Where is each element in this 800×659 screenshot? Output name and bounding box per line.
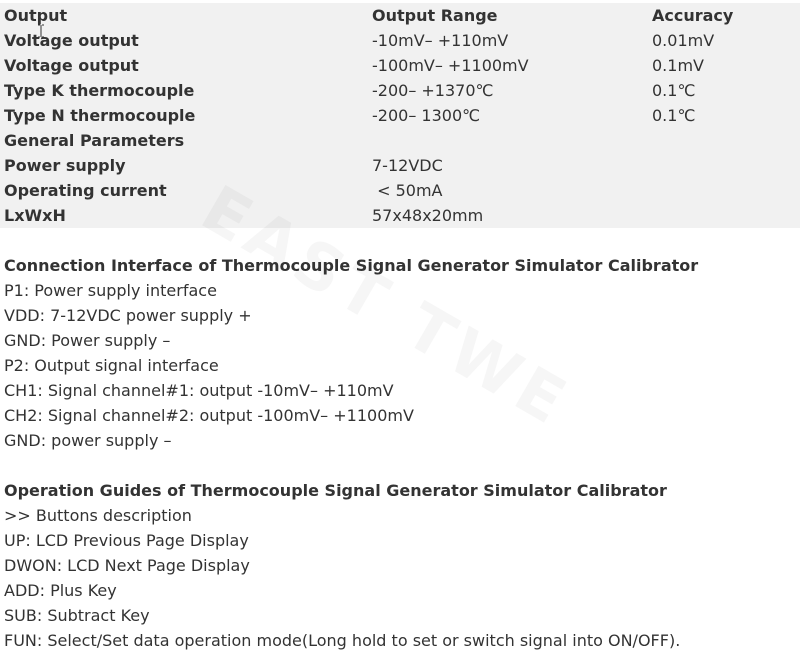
table-row — [0, 153, 800, 178]
table-row — [0, 128, 800, 153]
row-range: -10mV– +110mV — [372, 31, 509, 50]
row-value: 57x48x20mm — [372, 206, 484, 225]
row-accuracy: 0.1℃ — [652, 106, 696, 125]
connection-title: Connection Interface of Thermocouple Signal Generator Simulator Calibrator — [4, 256, 699, 275]
row-label: Power supply — [4, 156, 126, 175]
table-row — [0, 178, 800, 203]
row-accuracy: 0.01mV — [652, 31, 715, 50]
list-item: CH1: Signal channel#1: output -10mV– +110mV — [4, 381, 394, 400]
list-item: VDD: 7-12VDC power supply + — [4, 306, 252, 325]
list-item: DWON: LCD Next Page Display — [4, 556, 250, 575]
row-label: General Parameters — [4, 131, 185, 150]
operation-title: Operation Guides of Thermocouple Signal Generator Simulator Calibrator — [4, 481, 667, 500]
row-value: < 50mA — [372, 181, 443, 200]
list-item: GND: Power supply – — [4, 331, 171, 350]
table-row — [0, 53, 800, 78]
table-header-row — [0, 3, 800, 28]
row-accuracy: 0.1℃ — [652, 81, 696, 100]
row-label: Operating current — [4, 181, 167, 200]
list-item: SUB: Subtract Key — [4, 606, 150, 625]
list-item: >> Buttons description — [4, 506, 192, 525]
row-label: Type K thermocouple — [4, 81, 195, 100]
header-output-range: Output Range — [372, 6, 498, 25]
list-item: UP: LCD Previous Page Display — [4, 531, 249, 550]
row-label: Type N thermocouple — [4, 106, 196, 125]
list-item: CH2: Signal channel#2: output -100mV– +1100mV — [4, 406, 414, 425]
row-value: 7-12VDC — [372, 156, 443, 175]
row-range: -200– 1300℃ — [372, 106, 481, 125]
row-accuracy: 0.1mV — [652, 56, 704, 75]
list-item: ADD: Plus Key — [4, 581, 117, 600]
table-row — [0, 78, 800, 103]
spec-table — [0, 3, 800, 228]
row-range: -200– +1370℃ — [372, 81, 494, 100]
row-label: Voltage output — [4, 31, 139, 50]
table-row — [0, 28, 800, 53]
header-accuracy: Accuracy — [652, 6, 734, 25]
list-item: FUN: Select/Set data operation mode(Long hold to set or switch signal into ON/OFF). — [4, 631, 681, 650]
table-row — [0, 103, 800, 128]
header-output: Output — [4, 6, 68, 25]
row-label: Voltage output — [4, 56, 139, 75]
table-row — [0, 203, 800, 228]
list-item: P2: Output signal interface — [4, 356, 219, 375]
row-range: -100mV– +1100mV — [372, 56, 529, 75]
text-cursor-icon — [37, 24, 45, 38]
row-label: LxWxH — [4, 206, 66, 225]
list-item: GND: power supply – — [4, 431, 172, 450]
list-item: P1: Power supply interface — [4, 281, 217, 300]
